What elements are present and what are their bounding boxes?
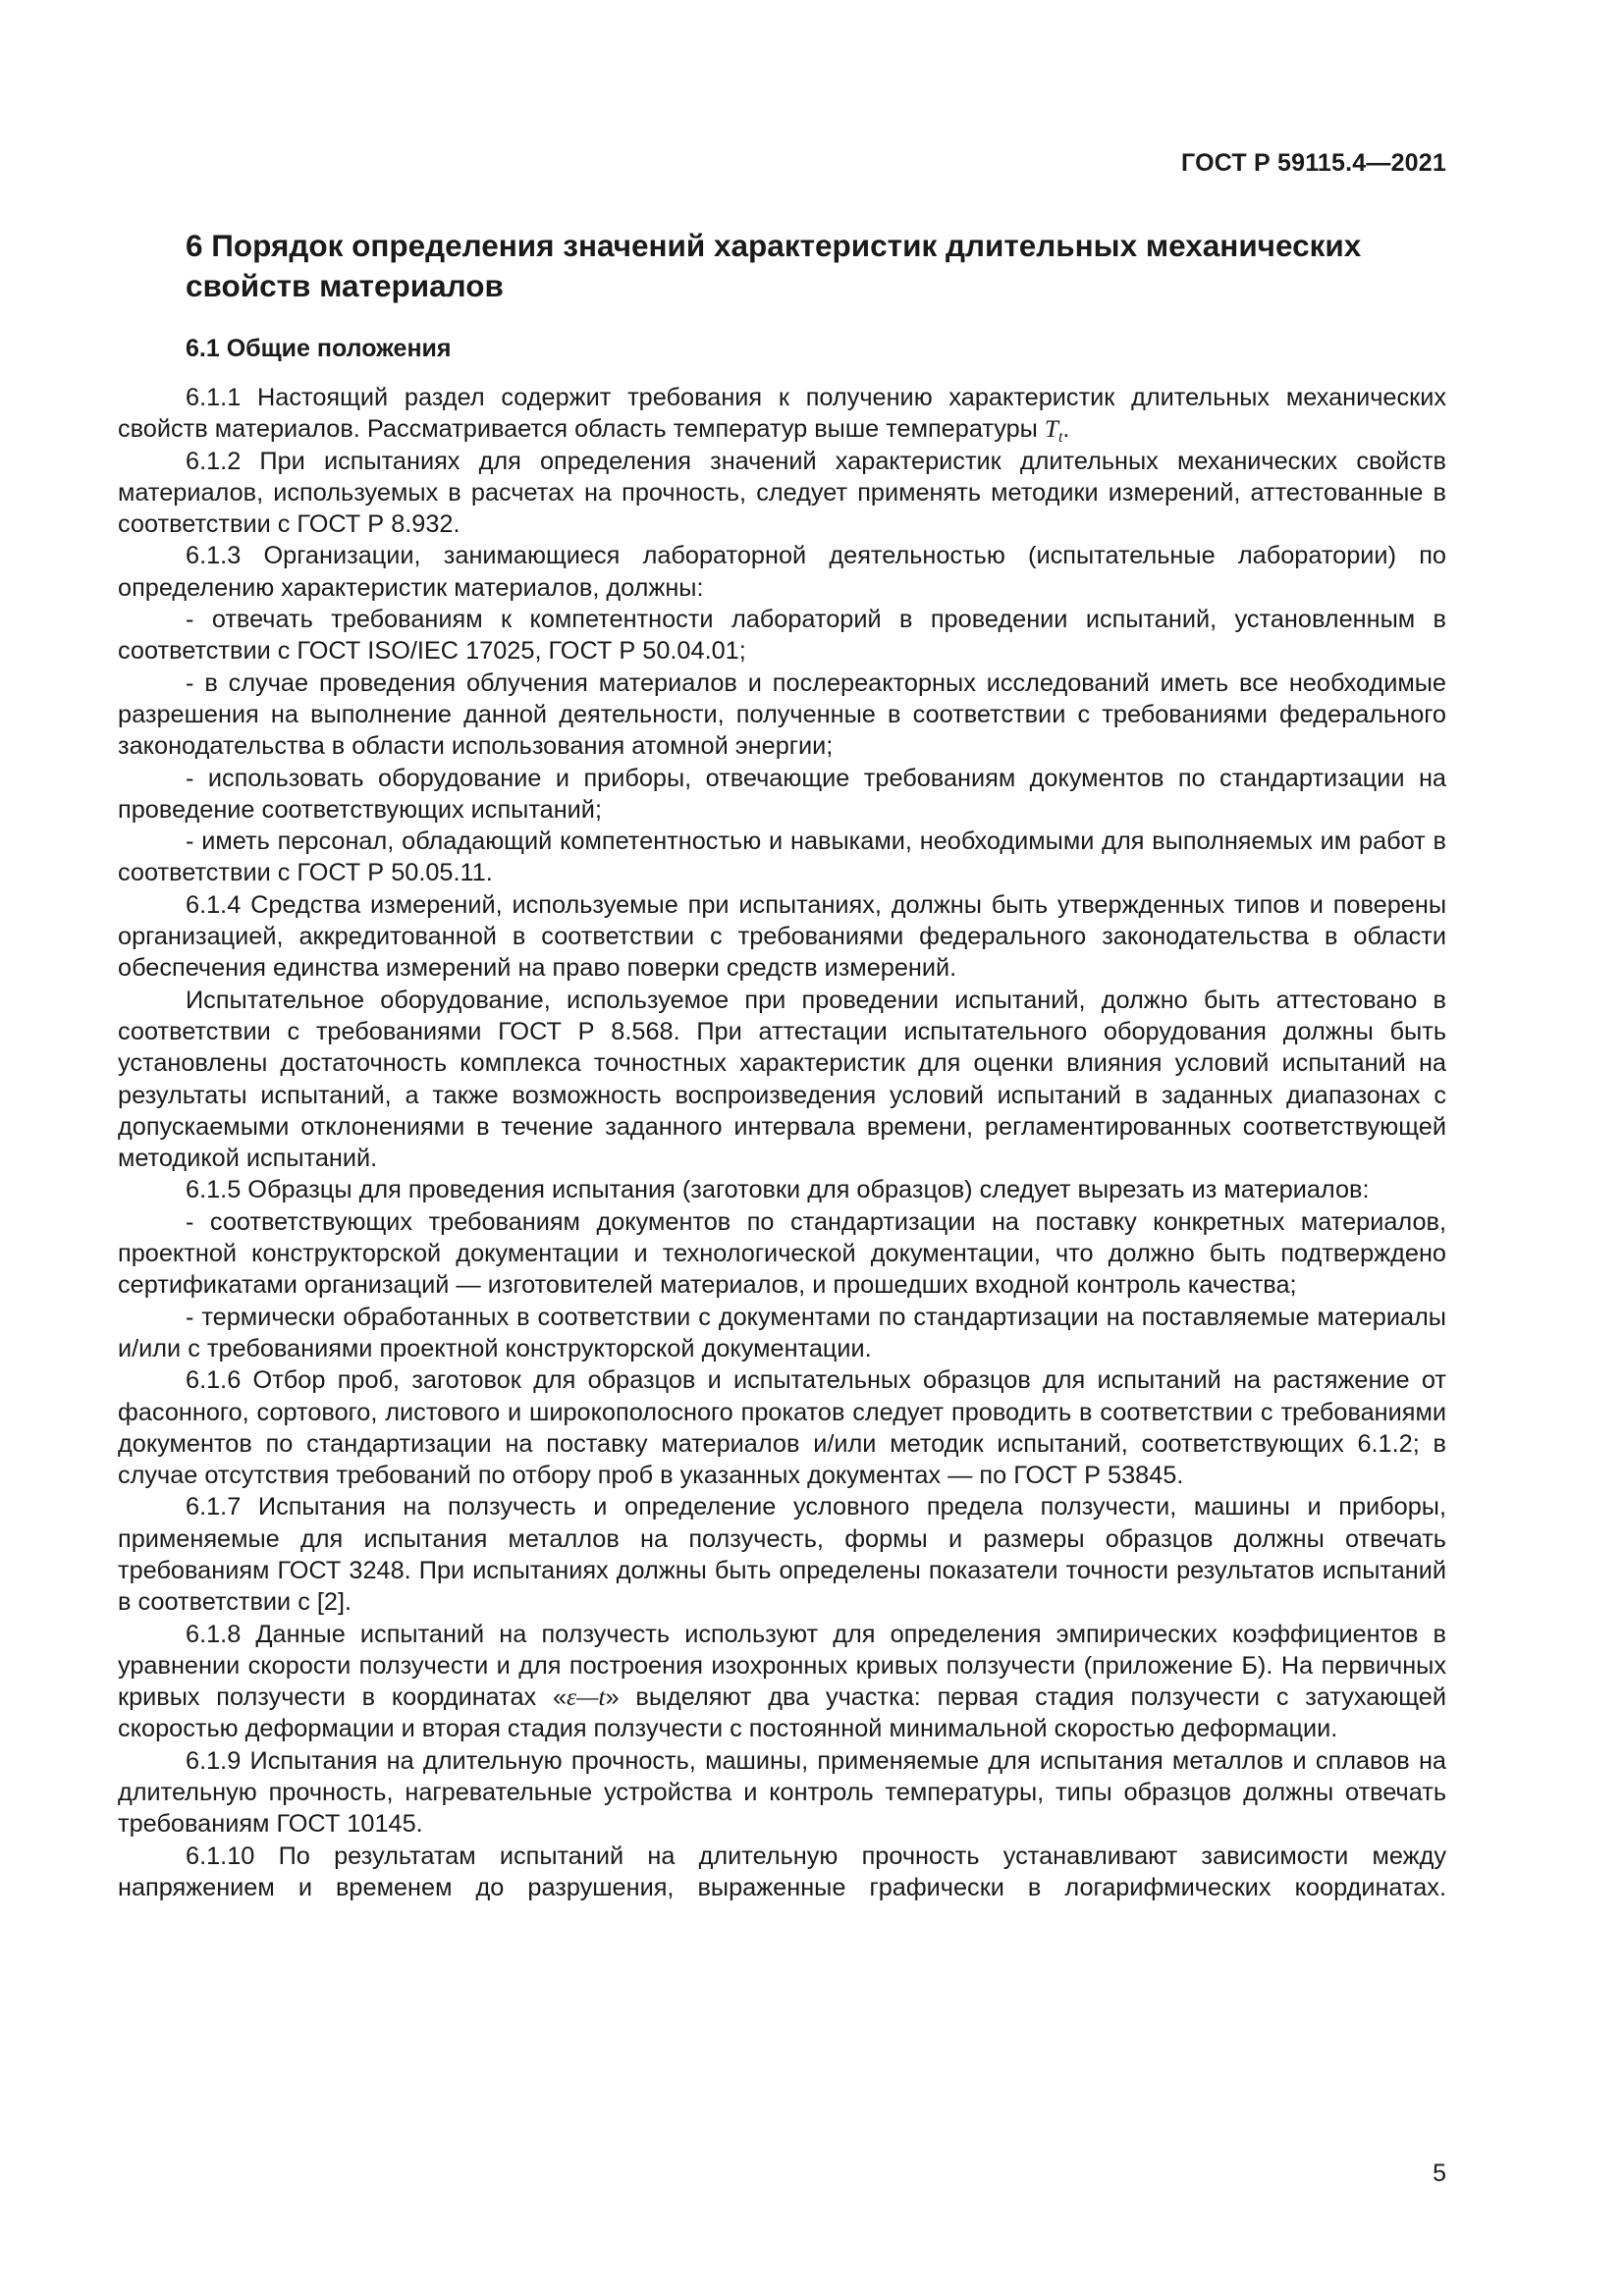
paragraph-6-1-10: 6.1.10 По результатам испытаний на длительную прочность устанавливают зависимости между напряжением и временем до разрушения, выраженные графически в логарифмических координатах. [118,1842,1446,1901]
paragraph-6-1-3: 6.1.3 Организации, занимающиеся лабораторной деятельностью (испытательные лаборатории) по определению характеристик материалов, должны: [118,542,1446,602]
paragraph-6-1-5: 6.1.5 Образцы для проведения испытания (заготовки для образцов) следует вырезать из материалов: [186,1176,1370,1204]
paragraph-equipment: Испытательное оборудование, используемое при проведении испытаний, должно быть аттестовано в соответствии с требованиями ГОСТ Р 8.568. При аттестации испытательного оборудования должны быть установлены достаточность комплекса точностных характеристик для оценки влияния условий испытаний на результаты испытаний, а также возможность воспроизведения условий испытаний в заданных диапазонах с допускаемыми отклонениями в течение заданного интервала времени, регламентированных соответствующей методикой испытаний. [118,986,1446,1173]
temperature-subscript: t [1057,429,1063,447]
paragraph-text: 6.1.8 Данные испытаний на ползучесть используют для определения эмпирических коэффициентов в уравнении скорости ползучести и для построения изохронных кривых ползучести (приложение Б). На первичных кривых ползучести в координатах « [118,1620,1446,1712]
paragraph-end: . [1062,415,1070,444]
paragraph-6-1-1 [118,382,1446,446]
list-item: - термически обработанных в соответствии с документами по стандартизации на поставляемые материалы и/или с требованиями проектной конструкторской документации. [118,1303,1446,1362]
paragraph-6-1-7: 6.1.7 Испытания на ползучесть и определение условного предела ползучести, машины и приборы, применяемые для испытания металлов на ползучесть, формы и размеры образцов должны отвечать требованиям ГОСТ 3248. При испытаниях должны быть определены показатели точности результатов испытаний в соответствии с [2]. [118,1493,1446,1617]
paragraph-end: » выделяют два участка: первая стадия ползучести с затухающей скоростью деформации и вторая стадия ползучести с постоянной минимальной скоростью деформации. [118,1683,1446,1743]
list-item: - в случае проведения облучения материалов и послереакторных исследований иметь все необходимые разрешения на выполнение данной деятельности, полученные в соответствии с требованиями федерального законодательства в области использования атомной энергии; [118,668,1446,761]
list-item: - иметь персонал, обладающий компетентностью и навыками, необходимыми для выполняемых им работ в соответствии с ГОСТ Р 50.05.11. [118,828,1446,887]
list-item: - соответствующих требованиям документов по стандартизации на поставку конкретных материалов, проектной конструкторской документации и технологической документации, что должно быть подтверждено сертификатами организаций — изготовителей материалов, и прошедших входной контроль качества; [118,1207,1446,1300]
temperature-symbol: T [1044,415,1058,444]
document-code: ГОСТ Р 59115.4—2021 [1181,149,1446,177]
paragraph-6-1-8 [118,1619,1446,1745]
paragraph-6-1-6: 6.1.6 Отбор проб, заготовок для образцов и испытательных образцов для испытаний на растяжение от фасонного, сортового, листового и широкополосного прокатов следует проводить в соответствии с требованиями документов по стандартизации на поставку материалов и/или методик испытаний, соответствующих 6.1.2; в случае отсутствия требований по отбору проб в указанных документах — по ГОСТ Р 53845. [118,1366,1446,1490]
list-item: - использовать оборудование и приборы, отвечающие требованиям документов по стандартизации на проведение соответствующих испытаний; [118,764,1446,824]
paragraph-6-1-9: 6.1.9 Испытания на длительную прочность, машины, применяемые для испытания металлов и сплавов на длительную прочность, нагревательные устройства и контроль температуры, типы образцов должны отвечать требованиям ГОСТ 10145. [118,1746,1446,1839]
body-text [118,382,1446,1903]
list-item: - отвечать требованиям к компетентности лабораторий в проведении испытаний, установленным в соответствии с ГОСТ ISO/IEC 17025, ГОСТ Р 50.04.01; [118,606,1446,666]
paragraph-6-1-4: 6.1.4 Средства измерений, используемые при испытаниях, должны быть утвержденных типов и поверены организацией, аккредитованной в соответствии с требованиями федерального законодательства в области обеспечения единства измерений на право поверки средств измерений. [118,890,1446,983]
page-content [118,226,1446,1903]
paragraph-6-1-2: 6.1.2 При испытаниях для определения значений характеристик длительных механических свойств материалов, используемых в расчетах на прочность, следует применять методики измерений, аттестованные в соответствии с ГОСТ Р 8.932. [118,447,1446,539]
coordinates-symbol: ε—t [567,1683,606,1712]
page-number: 5 [1433,2160,1446,2187]
subsection-title: 6.1 Общие положения [186,335,452,362]
section-title: 6 Порядок определения значений характеристик длительных механических свойств материалов [186,228,1362,303]
paragraph-text: 6.1.1 Настоящий раздел содержит требования к получению характеристик длительных механических свойств материалов. Рассматривается область температур выше температуры [118,384,1446,444]
